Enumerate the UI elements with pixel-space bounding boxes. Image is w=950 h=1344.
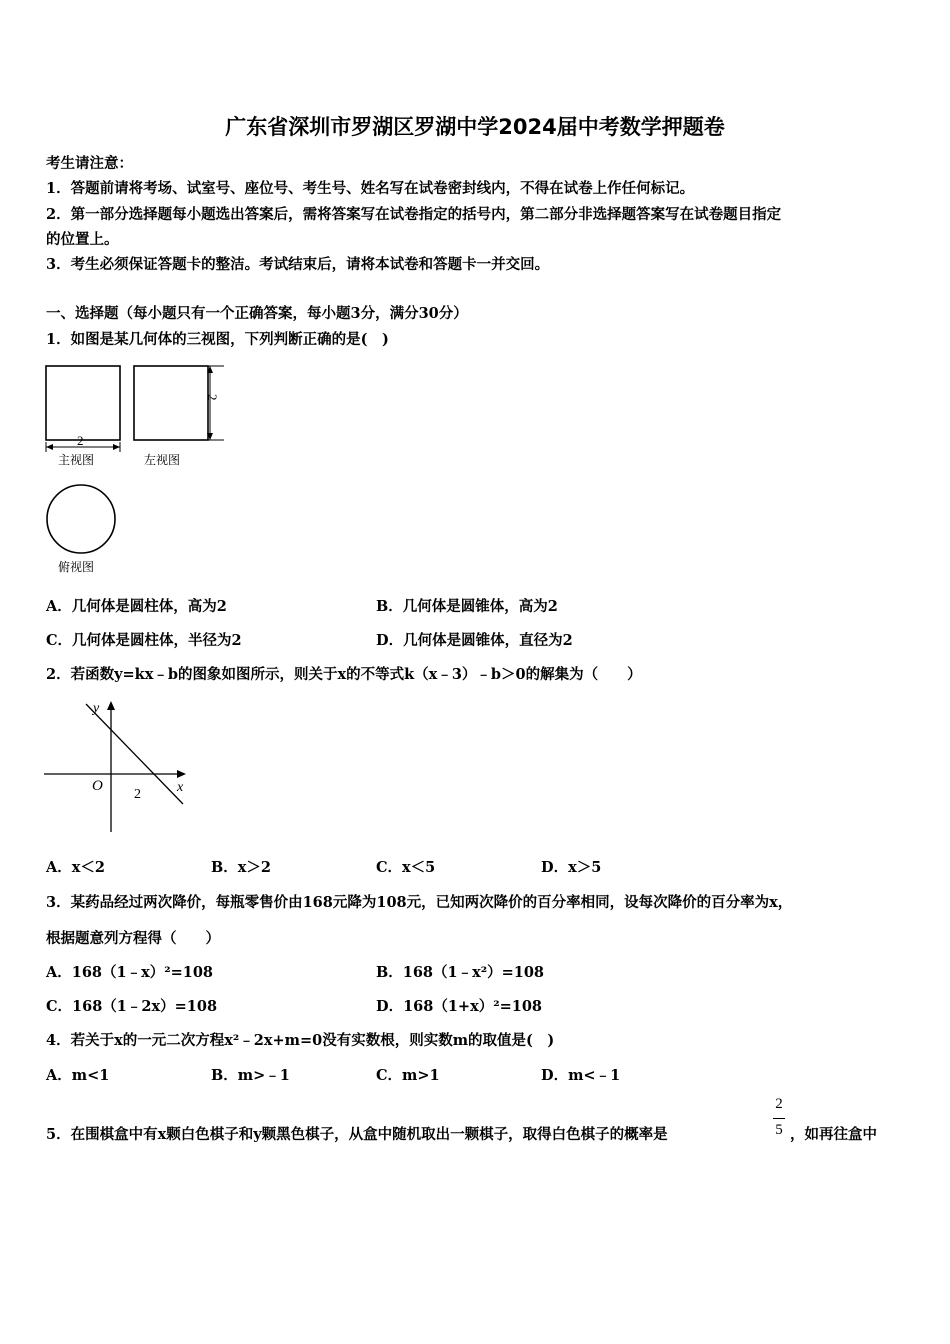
fraction-numerator: 2 [775,1096,783,1112]
arrow-left [46,444,53,450]
q2-option-c: C．x＜5 [376,859,436,876]
q3-option-a: A．168（1﹣x）²=108 [46,964,214,981]
q1-option-b: B．几何体是圆锥体，高为2 [376,598,558,615]
q3-option-d: D．168（1+x）²=108 [376,998,542,1015]
front-view-caption: 主视图 [58,453,95,467]
notice-item: 1．答题前请将考场、试室号、座位号、考生号、姓名写在试卷密封线内，不得在试卷上作任何标记。 [46,180,695,197]
q4-option-b: B．m>﹣1 [211,1067,290,1084]
page-title: 广东省深圳市罗湖区罗湖中学2024届中考数学押题卷 [225,115,725,139]
x-label: x [177,780,184,795]
top-view-circle [47,485,115,553]
q2-option-a: A．x＜2 [46,859,105,876]
top-view-caption: 俯视图 [58,560,95,574]
q4-stem: 4．若关于x的一元二次方程x²﹣2x+m=0没有实数根，则实数m的取值是( ) [46,1032,555,1049]
left-view-square [134,366,208,440]
front-view-square [46,366,120,440]
q2-option-d: D．x＞5 [541,859,602,876]
x-axis-arrow [177,770,186,778]
y-axis-arrow [107,701,115,710]
q5-stem-part1: 5．在围棋盒中有x颗白色棋子和y颗黑色棋子，从盒中随机取出一颗棋子，取得白色棋子的概率是 [46,1126,668,1143]
height-label: 2 [205,394,220,401]
q5-stem-part2: ，如再往盒中 [790,1126,877,1143]
q1-option-a: A．几何体是圆柱体，高为2 [46,598,227,615]
q1-top-view [40,478,130,578]
q1-front-left-views [40,360,240,470]
q1-option-d: D．几何体是圆锥体，直径为2 [376,632,573,649]
q3-stem-line2: 根据题意列方程得（ ） [46,930,220,947]
q2-option-b: B．x＞2 [211,859,271,876]
width-label: 2 [77,433,84,448]
notice-heading: 考生请注意： [46,155,133,172]
notice-item: 的位置上。 [46,231,119,248]
notice-item: 3．考生必须保证答题卡的整洁。考试结束后，请将本试卷和答题卡一并交回。 [46,256,550,273]
q4-option-a: A．m<1 [46,1067,110,1084]
intercept-label: 2 [134,787,141,802]
section-heading: 一、选择题（每小题只有一个正确答案，每小题3分，满分30分） [46,305,468,322]
q1-stem: 1．如图是某几何体的三视图，下列判断正确的是( ) [46,331,389,348]
q3-stem-line1: 3．某药品经过两次降价，每瓶零售价由168元降为108元，已知两次降价的百分率相同，设每次降价的百分率为x， [46,894,793,911]
q2-graph [40,696,200,838]
q1-option-c: C．几何体是圆柱体，半径为2 [46,632,242,649]
y-label: y [93,701,100,716]
fraction-denominator: 5 [775,1122,783,1138]
left-view-caption: 左视图 [144,453,181,467]
q3-option-c: C．168（1﹣2x）=108 [46,998,218,1015]
fraction-bar [773,1118,785,1119]
q4-option-c: C．m>1 [376,1067,440,1084]
arrow-right [113,444,120,450]
notice-item: 2．第一部分选择题每小题选出答案后，需将答案写在试卷指定的括号内，第二部分非选择题答案写在试卷题目指定 [46,206,782,223]
q3-option-b: B．168（1﹣x²）=108 [376,964,545,981]
q2-stem: 2．若函数y=kx﹣b的图象如图所示，则关于x的不等式k（x﹣3）﹣b＞0的解集为（ ） [46,666,642,683]
origin-label: O [92,778,103,794]
q4-option-d: D．m<﹣1 [541,1067,621,1084]
